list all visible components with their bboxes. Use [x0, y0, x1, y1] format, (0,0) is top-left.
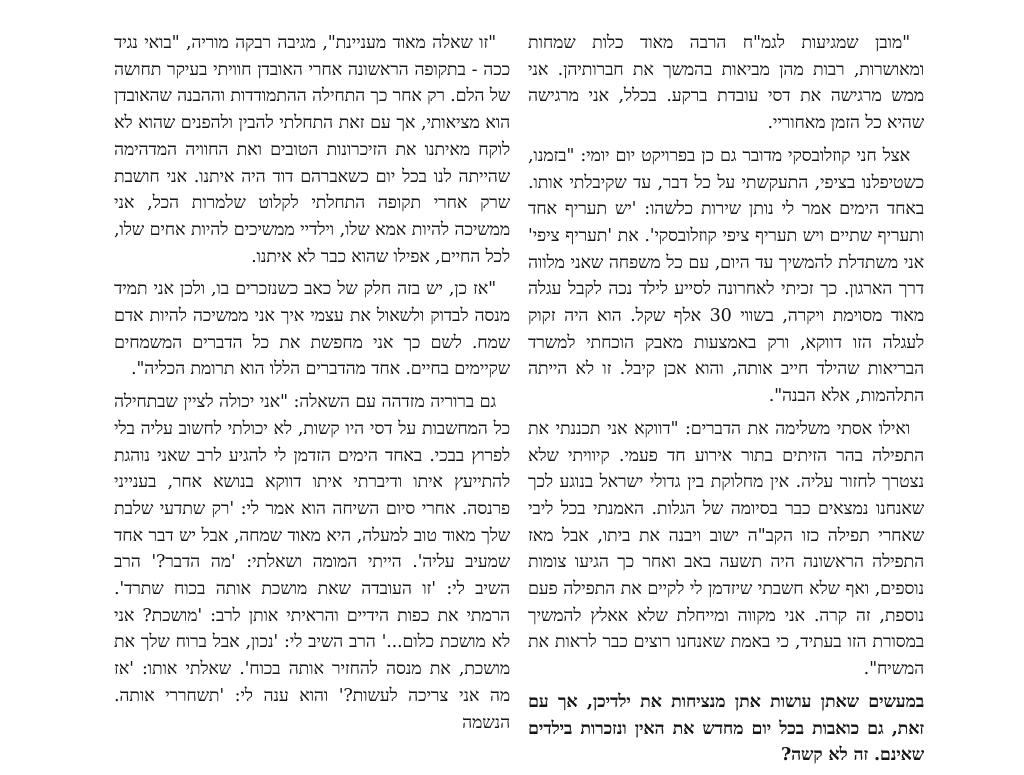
paragraph: "זו שאלה מאוד מעניינת", מגיבה רבקה מוריה, "בואי נגיד ככה - בתקופה הראשונה אחרי האובדן חוויתי בעיקר תחושה של הלם. רק אחר כך התחילה ההתמודדות וההבנה שהאובדן הוא מציאותי, אך עם זאת התחלתי להבין ולהפנים שהוא לא לוקח מאיתנו את הזיכרונות הטובים ואת החוויה המדהימה שהייתה לנו בכל יום כשאברהם דוד היה איתנו. אני חושבת שרק אחרי תקופה התחלתי לקלוט שלמרות הכל, אני ממשיכה להיות אמא שלו, וילדיי ממשיכים להיות אחים שלו, לכל החיים, אפילו שהוא כבר לא איתנו. [114, 33, 510, 267]
paragraph: ואילו אסתי משלימה את הדברים: "דווקא אני תכננתי את התפילה בהר הזיתים בתור אירוע חד פעמי. קיוויתי שלא נצטרך לחזור עליה. אין מחלוקת בין גדולי ישראל בנוגע לכך שאנחנו נמצאים כבר בסיומה של הגלות. האמנתי בכל ליבי שאחרי תפילה כזו הקב"ה ישוב ויבנה את ביתו, אבל מאז התפילה הראשונה היה תשעה באב ואחר כך הגיעו צומות נוספים, ואף שלא חשבתי שיזדמן לי לקיים את התפילה פעם נוספת, זה קרה. אני מקווה ומייחלת שלא אאלץ להמשיך במסורת הזו בעתיד, כי באמת שאנחנו רוצים כבר לראות את המשיח". [528, 418, 924, 680]
interview-question: במעשים שאתן עושות אתן מנציחות את ילדיכן, אך עם זאת, גם כואבות בכל יום מחדש את האין ונזכרות בילדים שאינם. זה לא קשה? [528, 690, 924, 766]
paragraph: "אז כן, יש בזה חלק של כאב כשנזכרים בו, ולכן אני תמיד מנסה לבדוק ולשאול את עצמי איך אני ממשיכה להיות אדם שמח. לשם כך אני מחפשת את כל הדברים המשמחים שקיימים בחיים. אחד מהדברים הללו הוא תרומת הכליה". [114, 279, 510, 380]
paragraph: גם ברוריה מזדהה עם השאלה: "אני יכולה לציין שבתחילה כל המחשבות על דסי היו קשות, לא יכולתי לחשוב עליה בלי לפרוץ בבכי. באחד הימים הזדמן לי להגיע לרב שאני נוהגת להתייעץ איתו ודיברתי איתו דווקא בנושא אחר, בענייני פרנסה. אחרי סיום השיחה הוא אמר לי: 'רק שתדעי שלבת שלך מאוד טוב למעלה, היא מאוד שמחה, אבל יש דבר אחד שמעיב עליה'. הייתי המומה ושאלתי: 'מה הדבר?' הרב השיב לי: 'זו העובדה שאת מושכת אותה בכוח שתרד'. הרמתי את כפות הידיים והראיתי אותן לרב: 'מושכת? אני לא מושכת כלום...' הרב השיב לי: 'נכון, אבל ברוח שלך את מושכת, את מנסה להחזיר אותה בכוח'. שאלתי אותו: 'אז מה אני צריכה לעשות?' והוא ענה לי: 'תשחררי אותה. הנשמה [114, 392, 510, 733]
paragraph: "מובן שמגיעות לגמ"ח הרבה מאוד כלות שמחות ומאושרות, רבות מהן מביאות בהמשך את חברותיהן. אני ממש מרגישה את דסי עובדת ברקע. בכלל, אני מרגישה שהיא כל הזמן מאחוריי. [528, 33, 924, 134]
article-column-left [114, 30, 510, 742]
paragraph: אצל חני קוזלובסקי מדובר גם כן בפרויקט יום יומי: "בזמנו, כשטיפלנו בציפי, התעקשתי על כל דבר, עד שקיבלתי אותו. באחד הימים אמר לי נותן שירות כלשהו: 'יש תעריף אחד ותעריף שתיים ויש תעריף ציפי קוזלובסקי'. את 'תעריף ציפי' אני משתדלת להמשיך עד היום, עם כל משפחה שאני מלווה דרך הארגון. כך זכיתי לאחרונה לסייע לילד נכה לקבל עגלה מאוד מסוימת ויקרה, בשווי 30 אלף שקל. הוא היה זקוק לעגלה הזו דווקא, ורק באמצעות מאבק הוכחתי למשרד הבריאות שהילד חייב אותה, והוא אכן קיבל. זו לא הייתה התלהמות, אלא הבנה". [528, 145, 924, 407]
article-column-right [528, 30, 924, 775]
